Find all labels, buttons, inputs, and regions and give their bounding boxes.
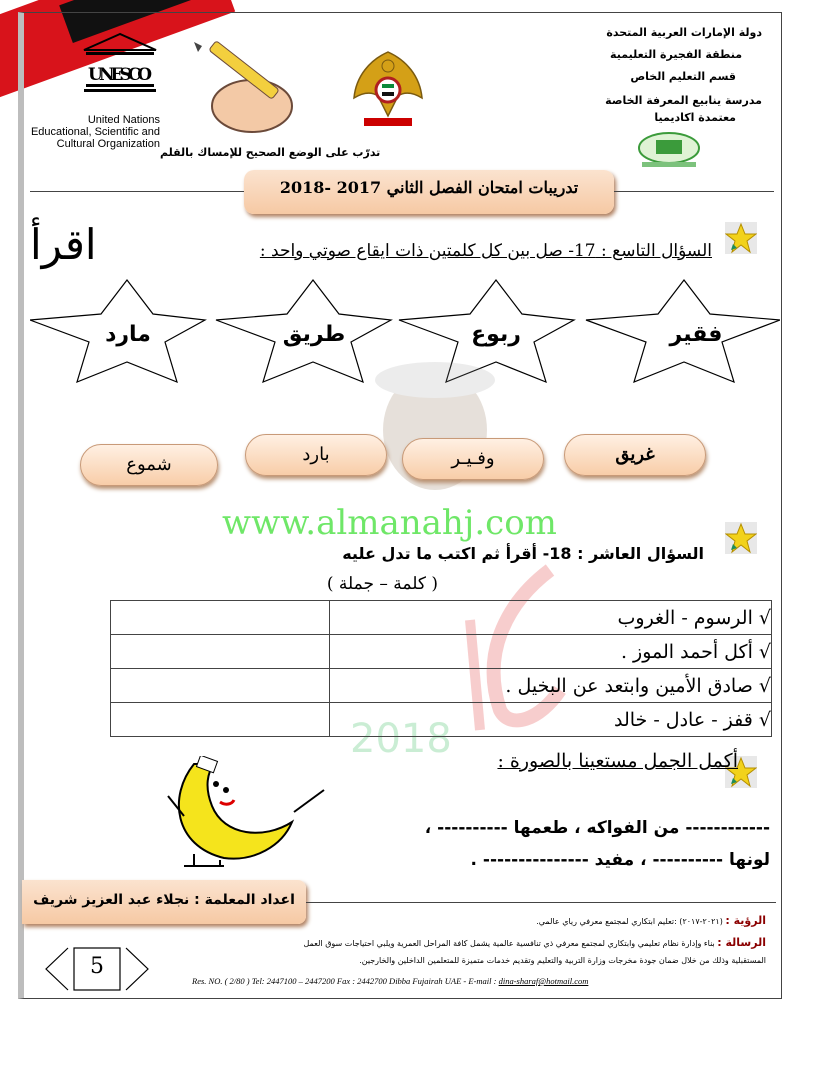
row-text: √ الرسوم - الغروب [330, 601, 772, 635]
school-logo [636, 128, 702, 170]
watermark-year: 2018 [350, 716, 452, 762]
pill-word-1: غريق [564, 434, 706, 476]
contact-line [192, 976, 588, 986]
pill-word-4: شموع [80, 444, 218, 486]
uae-emblem [350, 46, 426, 132]
unesco-line-2: Educational, Scientific and [30, 126, 160, 138]
answer-cell[interactable] [111, 669, 330, 703]
unesco-caption [20, 114, 160, 150]
question10-options: ( كلمة – جملة ) [326, 574, 438, 594]
unesco-line-3: Cultural Organization [56, 138, 160, 150]
question11-prompt: أكمل الجمل مستعينا بالصورة : [497, 750, 738, 772]
contact-text: Res. NO. ( 2/80 ) Tel: 2447100 – 2447200 Fax : 2442700 Dibba Fujairah UAE - E-mail : [192, 976, 499, 986]
vision-line [536, 914, 766, 927]
footer-rule-top [306, 902, 776, 903]
pencil-caption: تدرّب على الوضع الصحيح للإمساك بالقلم [160, 146, 381, 159]
table-row [111, 703, 772, 737]
unesco-letters: UNESCO [88, 65, 152, 85]
row-text: √ قفز - عادل - خالد [330, 703, 772, 737]
pill-word-2: وفـيـر [402, 438, 544, 480]
star-word-2: ربوع [471, 322, 521, 347]
row-text: √ صادق الأمين وابتعد عن البخيل . [330, 669, 772, 703]
title-rule-right [614, 191, 774, 192]
hand-pencil-illustration [190, 40, 300, 140]
unesco-line-1: United Nations [87, 114, 160, 126]
answer-table [110, 600, 772, 737]
unesco-logo [82, 32, 158, 94]
mission-text-2: المستقبلية وذلك من خلال ضمان جودة مخرجات وزارة التربية والتعليم وتقديم خدمات متميزة للمتعلمين الداخلين والخارجين. [359, 956, 766, 965]
star-word-3: طريق [282, 322, 346, 347]
vision-label: الرؤية : [725, 914, 766, 927]
mission-text-1: بناء وإدارة نظام تعليمي وابتكاري لمجتمع معرفي ذي تنافسية عالمية يشمل كافة المراحل العمرية ويلبي احتياجات سوق العمل [303, 939, 715, 948]
question10-prompt: السؤال العاشر : 18- أقرأ ثم اكتب ما تدل عليه [342, 544, 704, 563]
pill-word-3: بارد [245, 434, 387, 476]
page-number: 5 [90, 954, 104, 979]
mission-label: الرسالة : [717, 936, 766, 949]
star-word-4: مارد [105, 322, 151, 347]
mission-line [303, 936, 766, 949]
table-row [111, 601, 772, 635]
header-accreditation: معتمدة اكاديميا [654, 111, 736, 124]
answer-cell[interactable] [111, 601, 330, 635]
watermark-url: www.almanahj.com [222, 503, 557, 543]
star-bullet-icon [725, 222, 757, 254]
header-country: دولة الإمارات العربية المتحدة [606, 26, 762, 39]
answer-cell[interactable] [111, 703, 330, 737]
page-title: تدريبات امتحان الفصل الثاني 2017 -2018 [244, 170, 614, 214]
fill-sentence-1[interactable]: ------------ من الفواكه ، طعمها ---------- ، [424, 818, 770, 838]
question9-prompt: السؤال التاسع : 17- صل بين كل كلمتين ذات ايقاع صوتي واحد : [259, 241, 712, 261]
teacher-credit: اعداد المعلمة : نجلاء عبد العزيز شريف [22, 880, 306, 924]
iqra-logo: اقرأ [30, 220, 97, 269]
vision-text: (٢٠٢١-٢٠١٧) :تعليم ابتكاري لمجتمع معرفي رياي عالمي. [536, 917, 723, 926]
answer-cell[interactable] [111, 635, 330, 669]
star-bullet-icon [725, 522, 757, 554]
row-text: √ أكل أحمد الموز . [330, 635, 772, 669]
banana-illustration [164, 756, 344, 868]
header-department: قسم التعليم الخاص [630, 70, 736, 83]
table-row [111, 635, 772, 669]
fill-sentence-2[interactable]: لونها ---------- ، مفيد --------------- . [470, 850, 770, 870]
header-school: مدرسة ينابيع المعرفة الخاصة [605, 94, 762, 107]
star-word-1: فقير [669, 322, 723, 347]
title-rule-left [30, 191, 244, 192]
table-row [111, 669, 772, 703]
header-zone: منطقة الفجيرة التعليمية [610, 48, 742, 61]
email-link[interactable]: dina-sharaf@hotmail.com [498, 976, 589, 986]
